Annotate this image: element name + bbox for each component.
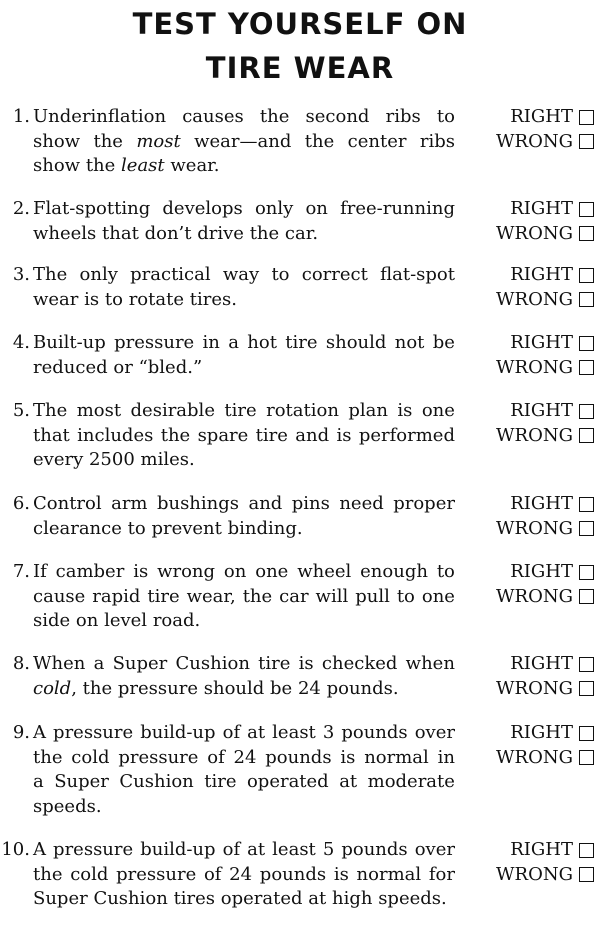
question-number: 5. <box>12 400 30 421</box>
question-line: Underinflation causes the second ribs to <box>33 106 455 127</box>
answer-right-checkbox[interactable] <box>579 497 594 512</box>
page-title <box>0 2 600 90</box>
question-text <box>33 331 455 380</box>
question-line: cause rapid tire wear, the car will pull to one <box>33 585 455 607</box>
answer-right-label: RIGHT <box>510 722 573 743</box>
question-text <box>33 197 455 246</box>
question-line: a Super Cushion tire operated at moderate <box>33 771 455 792</box>
question-number: 3. <box>12 264 30 285</box>
question-line: A pressure build-up of at least 5 pounds over <box>33 839 455 860</box>
question-line: speeds. <box>33 795 102 817</box>
answer-right[interactable] <box>468 105 594 130</box>
answer-right-checkbox[interactable] <box>579 110 594 125</box>
answer-right[interactable] <box>468 492 594 517</box>
answer-options <box>468 197 594 246</box>
answer-wrong-label: WRONG <box>496 424 573 446</box>
answer-right-checkbox[interactable] <box>579 843 594 858</box>
answer-wrong[interactable] <box>468 130 594 155</box>
question-text <box>33 492 455 541</box>
answer-options <box>468 399 594 448</box>
answer-wrong-label: WRONG <box>496 585 573 607</box>
answer-right-checkbox[interactable] <box>579 268 594 283</box>
question-line: that includes the spare tire and is performed <box>33 424 455 446</box>
question-line: Built-up pressure in a hot tire should not be <box>33 332 455 353</box>
answer-right[interactable] <box>468 838 594 863</box>
question-line: clearance to prevent binding. <box>33 517 303 539</box>
answer-right[interactable] <box>468 331 594 356</box>
answer-right-checkbox[interactable] <box>579 336 594 351</box>
answer-right[interactable] <box>468 652 594 677</box>
question-text <box>33 721 455 819</box>
answer-wrong[interactable] <box>468 517 594 542</box>
question-line: the cold pressure of 24 pounds is normal for <box>33 863 455 885</box>
answer-right-label: RIGHT <box>510 400 573 421</box>
question-line: Control arm bushings and pins need proper <box>33 493 455 514</box>
answer-wrong-checkbox[interactable] <box>579 521 594 536</box>
answer-right-label: RIGHT <box>510 839 573 860</box>
question-text <box>33 105 455 179</box>
answer-right-label: RIGHT <box>510 653 573 674</box>
answer-wrong-label: WRONG <box>496 288 573 310</box>
answer-wrong[interactable] <box>468 222 594 247</box>
answer-wrong-checkbox[interactable] <box>579 750 594 765</box>
question-line: The only practical way to correct flat-spot <box>33 264 455 285</box>
question-line: the cold pressure of 24 pounds is normal in <box>33 746 455 768</box>
answer-wrong-checkbox[interactable] <box>579 226 594 241</box>
question-line: Super Cushion tires operated at high speeds. <box>33 888 447 909</box>
answer-wrong-checkbox[interactable] <box>579 134 594 149</box>
question-line: The most desirable tire rotation plan is one <box>33 400 455 421</box>
answer-wrong[interactable] <box>468 677 594 702</box>
question-number: 7. <box>12 561 30 582</box>
answer-right-label: RIGHT <box>510 332 573 353</box>
answer-options <box>468 263 594 312</box>
answer-wrong-label: WRONG <box>496 863 573 885</box>
question-line: show the least wear. <box>33 155 220 176</box>
answer-wrong-checkbox[interactable] <box>579 867 594 882</box>
answer-options <box>468 492 594 541</box>
answer-wrong-label: WRONG <box>496 746 573 768</box>
question-text <box>33 263 455 312</box>
answer-options <box>468 105 594 154</box>
question-line: every 2500 miles. <box>33 449 195 470</box>
question-text <box>33 560 455 634</box>
question-number: 9. <box>12 722 30 743</box>
answer-right[interactable] <box>468 197 594 222</box>
answer-wrong[interactable] <box>468 356 594 381</box>
question-text <box>33 399 455 473</box>
question-line: wheels that don’t drive the car. <box>33 222 319 244</box>
answer-right-checkbox[interactable] <box>579 726 594 741</box>
answer-right-label: RIGHT <box>510 561 573 582</box>
answer-wrong-label: WRONG <box>496 130 573 152</box>
question-number: 6. <box>12 493 30 514</box>
answer-right[interactable] <box>468 721 594 746</box>
answer-right-label: RIGHT <box>510 198 573 219</box>
question-number: 10. <box>1 839 30 860</box>
answer-wrong-label: WRONG <box>496 222 573 244</box>
answer-right[interactable] <box>468 399 594 424</box>
answer-wrong[interactable] <box>468 288 594 313</box>
answer-right-label: RIGHT <box>510 493 573 514</box>
answer-right-checkbox[interactable] <box>579 565 594 580</box>
question-line: cold, the pressure should be 24 pounds. <box>33 677 399 699</box>
answer-wrong-label: WRONG <box>496 356 573 378</box>
question-text <box>33 838 455 912</box>
question-number: 1. <box>12 106 30 127</box>
title-line-1: TEST YOURSELF ON <box>132 7 468 41</box>
answer-wrong-checkbox[interactable] <box>579 292 594 307</box>
answer-right-checkbox[interactable] <box>579 657 594 672</box>
question-number: 8. <box>12 653 30 674</box>
answer-wrong-checkbox[interactable] <box>579 360 594 375</box>
answer-right[interactable] <box>468 263 594 288</box>
answer-wrong[interactable] <box>468 424 594 449</box>
question-line: wear is to rotate tires. <box>33 288 237 310</box>
answer-right-checkbox[interactable] <box>579 404 594 419</box>
answer-options <box>468 838 594 887</box>
question-line: side on level road. <box>33 610 201 631</box>
answer-right[interactable] <box>468 560 594 585</box>
answer-options <box>468 652 594 701</box>
question-line: If camber is wrong on one wheel enough to <box>33 561 455 582</box>
question-line: When a Super Cushion tire is checked when <box>33 653 455 674</box>
answer-wrong-checkbox[interactable] <box>579 589 594 604</box>
answer-wrong[interactable] <box>468 863 594 888</box>
question-number: 4. <box>12 332 30 353</box>
answer-options <box>468 560 594 609</box>
answer-right-label: RIGHT <box>510 106 573 127</box>
answer-options <box>468 331 594 380</box>
answer-right-checkbox[interactable] <box>579 202 594 217</box>
answer-wrong-label: WRONG <box>496 517 573 539</box>
question-line: reduced or “bled.” <box>33 356 203 378</box>
answer-wrong-checkbox[interactable] <box>579 428 594 443</box>
answer-wrong[interactable] <box>468 746 594 771</box>
answer-wrong-label: WRONG <box>496 677 573 699</box>
question-line: Flat-spotting develops only on free-running <box>33 198 455 219</box>
question-line: A pressure build-up of at least 3 pounds over <box>33 722 455 743</box>
answer-wrong-checkbox[interactable] <box>579 681 594 696</box>
title-line-2: TIRE WEAR <box>205 51 395 85</box>
question-text <box>33 652 455 701</box>
question-number: 2. <box>12 198 30 219</box>
question-line: show the most wear—and the center ribs <box>33 130 455 152</box>
answer-right-label: RIGHT <box>510 264 573 285</box>
answer-options <box>468 721 594 770</box>
answer-wrong[interactable] <box>468 585 594 610</box>
